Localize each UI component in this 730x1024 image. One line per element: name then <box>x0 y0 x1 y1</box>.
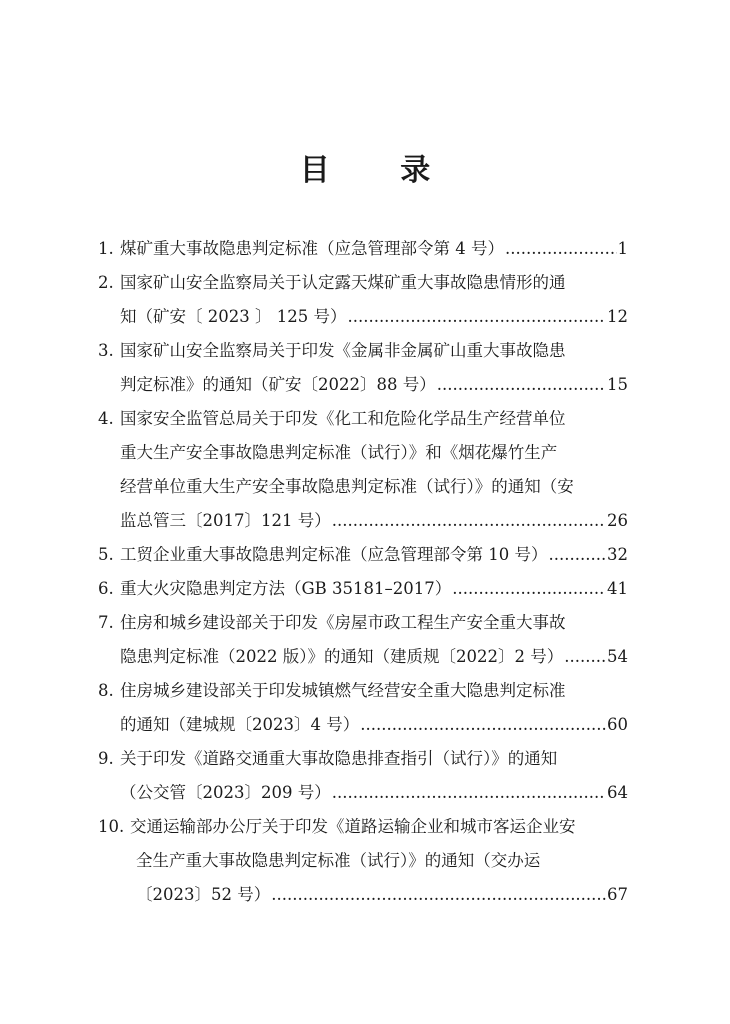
entry-number: 4. <box>98 409 114 428</box>
entry-number: 1. <box>98 239 114 258</box>
leader-dots <box>332 504 606 538</box>
entry-title-line: （公交管〔2023〕209 号） <box>120 783 331 802</box>
entry-page-number: 64 <box>607 783 628 802</box>
leader-dots <box>452 572 606 606</box>
entry-title-line: 〔2023〕52 号） <box>136 885 271 904</box>
entry-page-number: 41 <box>607 579 628 598</box>
entry-number: 8. <box>98 681 114 700</box>
entry-title-line: 判定标准》的通知（矿安〔2022〕88 号） <box>120 375 436 394</box>
toc-entry-5[interactable] <box>98 538 628 572</box>
entry-title-line: 经营单位重大生产安全事故隐患判定标准（试行）》的通知（安 <box>120 477 574 496</box>
entry-title-line: 国家矿山安全监察局关于认定露天煤矿重大事故隐患情形的通 <box>120 273 566 292</box>
entry-number: 7. <box>98 613 114 632</box>
entry-page-number: 54 <box>607 647 628 666</box>
leader-dots <box>271 878 606 912</box>
entry-page-number: 1 <box>617 239 628 258</box>
entry-title-line: 关于印发《道路交通重大事故隐患排查指引（试行）》的通知 <box>120 749 558 768</box>
entry-number: 6. <box>98 579 114 598</box>
entry-page-number: 67 <box>607 885 628 904</box>
entry-title-line: 重大火灾隐患判定方法（GB 35181–2017） <box>120 579 452 598</box>
entry-title-line: 国家安全监管总局关于印发《化工和危险化学品生产经营单位 <box>120 409 566 428</box>
leader-dots <box>437 368 606 402</box>
entry-title-line: 的通知（建城规〔2023〕4 号） <box>120 715 360 734</box>
entry-number: 10. <box>98 817 125 836</box>
leader-dots <box>347 300 606 334</box>
entry-number: 9. <box>98 749 114 768</box>
entry-page-number: 15 <box>607 375 628 394</box>
entry-page-number: 32 <box>607 545 628 564</box>
leader-dots <box>360 708 606 742</box>
entry-title-line: 知（矿安〔 2023 〕 125 号） <box>120 307 347 326</box>
entry-page-number: 12 <box>607 307 628 326</box>
entry-title-line: 全生产重大事故隐患判定标准（试行）》的通知（交办运 <box>136 851 541 870</box>
entry-page-number: 60 <box>607 715 628 734</box>
entry-number: 2. <box>98 273 114 292</box>
entry-number: 3. <box>98 341 114 360</box>
entry-title-line: 重大生产安全事故隐患判定标准（试行）》和《烟花爆竹生产 <box>120 443 558 462</box>
table-of-contents <box>98 232 628 912</box>
leader-dots <box>505 232 617 266</box>
toc-entry-2[interactable] <box>98 266 628 334</box>
entry-number: 5. <box>98 545 114 564</box>
toc-entry-8[interactable] <box>98 674 628 742</box>
entry-title-line: 煤矿重大事故隐患判定标准（应急管理部令第 4 号） <box>120 239 504 258</box>
entry-title-line: 住房和城乡建设部关于印发《房屋市政工程生产安全重大事故 <box>120 613 566 632</box>
page-title: 目 录 <box>299 153 461 188</box>
leader-dots <box>549 538 607 572</box>
entry-page-number: 26 <box>607 511 628 530</box>
leader-dots <box>564 640 606 674</box>
toc-entry-7[interactable] <box>98 606 628 674</box>
toc-entry-9[interactable] <box>98 742 628 810</box>
toc-entry-6[interactable] <box>98 572 628 606</box>
entry-title-line: 工贸企业重大事故隐患判定标准（应急管理部令第 10 号） <box>120 545 548 564</box>
entry-title-line: 监总管三〔2017〕121 号） <box>120 511 331 530</box>
entry-title-line: 住房城乡建设部关于印发城镇燃气经营安全重大隐患判定标准 <box>120 681 566 700</box>
entry-title-line: 国家矿山安全监察局关于印发《金属非金属矿山重大事故隐患 <box>120 341 566 360</box>
toc-entry-10[interactable] <box>98 810 628 912</box>
toc-entry-4[interactable] <box>98 402 628 538</box>
toc-entry-1[interactable] <box>98 232 628 266</box>
toc-entry-3[interactable] <box>98 334 628 402</box>
entry-title-line: 交通运输部办公厅关于印发《道路运输企业和城市客运企业安 <box>130 817 576 836</box>
leader-dots <box>332 776 606 810</box>
entry-title-line: 隐患判定标准（2022 版）》的通知（建质规〔2022〕2 号） <box>120 647 564 666</box>
